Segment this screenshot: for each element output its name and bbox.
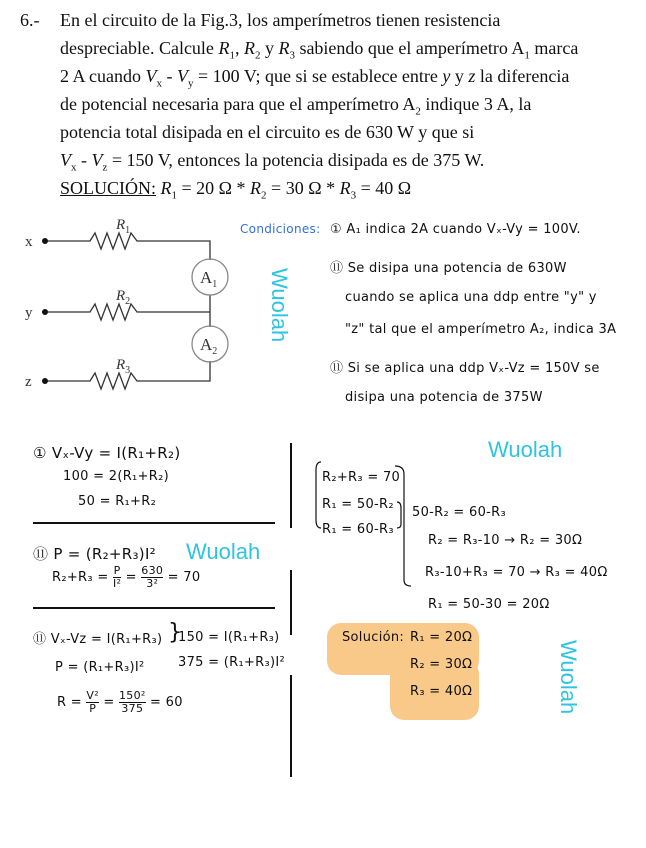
condition-line: ⑪ Si se aplica una ddp Vₓ-Vz = 150V se [330,361,600,376]
text-segment: 2 A cuando [60,66,146,86]
work-iii-line: ⑪ Vₓ-Vz = I(R₁+R₃) [33,632,163,647]
text-segment: z [468,66,476,86]
text-segment: R [339,178,351,198]
subscript: 3 [289,49,295,62]
system-line: R₃-10+R₃ = 70 → R₃ = 40Ω [425,565,608,580]
text-segment: R [218,38,230,58]
watermark: Wuolah [186,539,261,564]
condition-line: cuando se aplica una ddp entre "y" y [345,290,597,305]
condition-line: ① A₁ indica 2A cuando Vₓ-Vy = 100V. [330,222,581,237]
label-r1: $R_1$ [116,217,131,236]
label-r2: $R_2$ [116,288,131,307]
text-segment: y [442,66,451,86]
text-segment: y [260,38,279,58]
wire-x [45,233,210,260]
label-r3: $R_3$ [116,357,131,376]
text-segment: En el circuito de la Fig.3, los amperímetros tienen resistencia [60,10,501,30]
watermark: Wuolah [556,640,581,715]
text-segment: - [76,150,92,170]
condition-line: disipa una potencia de 375W [345,390,543,405]
work-i-line: ① Vₓ-Vy = I(R₁+R₂) [33,444,181,462]
subscript: z [102,161,108,174]
text-segment: R [160,178,172,198]
subscript: 2 [261,189,267,202]
system-line: 50-R₂ = 60-R₃ [412,505,507,520]
text-segment: V [177,66,188,86]
subscript: 2 [254,49,261,62]
divider [290,570,292,635]
label-a1: $A_1$ [200,268,218,290]
node-z: z [25,374,32,390]
work-ii-line: ⑪ P = (R₂+R₃)I² [33,545,156,563]
problem-line [60,38,578,62]
text-segment: R [278,38,290,58]
divider [290,443,292,528]
system-line: R₂ = R₃-10 → R₂ = 30Ω [428,533,583,548]
solution-label: Solución: [342,630,405,645]
text-segment: V [60,150,71,170]
solution-value: R₃ = 40Ω [410,684,473,699]
text-segment: marca [529,38,579,58]
divider [33,607,275,609]
label-a2: $A_2$ [200,335,218,357]
text-segment: = 30 Ω * [266,178,340,198]
text-segment: potencia total disipada en el circuito es de 630 W y que si [60,122,475,142]
divider [33,522,275,524]
divider [290,675,292,777]
work-ii-formula: R₂+R₃ = $\frac{P}{\text{I²}}$ = $\frac{630}{\text{3²}}$ = 70 [52,564,201,590]
text-segment: = 150 V, entonces la potencia disipada es de 375 W. [107,150,485,170]
text-segment: sabiendo que el amperímetro A [294,38,525,58]
subscript: 1 [524,49,530,62]
watermark: Wuolah [267,268,292,343]
text-segment: indique 3 A, la [420,94,532,114]
system-line: R₂+R₃ = 70 [322,470,401,485]
circuit-diagram [20,215,250,395]
condition-line: "z" tal que el amperímetro A₂, indica 3A [345,322,617,337]
work-i-line: 100 = 2(R₁+R₂) [63,469,169,484]
system-line: R₁ = 50-30 = 20Ω [428,597,550,612]
work-iii-line: 150 = I(R₁+R₃) [178,630,280,645]
text-segment: de potencial necesaria para que el amperímetro A [60,94,416,114]
conditions-label: Condiciones: [240,222,321,236]
text-segment: R [250,178,262,198]
condition-line: ⑪ Se disipa una potencia de 630W [330,261,567,276]
subscript: 2 [415,105,421,118]
text-segment: despreciable. Calcule [60,38,219,58]
text-segment: R [243,38,255,58]
subscript: y [188,77,194,90]
work-i-line: 50 = R₁+R₂ [78,494,157,509]
work-iii-line: 375 = (R₁+R₃)I² [178,655,286,670]
text-segment: = 40 Ω [356,178,412,198]
subscript: 1 [229,49,235,62]
text-segment: = 100 V; que si se establece entre [193,66,443,86]
problem-line [60,178,411,202]
problem-line [60,94,531,118]
node-x: x [25,234,33,250]
brace: } [168,620,183,645]
text-segment: - [162,66,177,86]
text-segment: = 20 Ω * [177,178,251,198]
subscript: 1 [171,189,178,202]
text-segment: y [450,66,469,86]
subscript: x [156,77,162,90]
text-segment: , [234,38,244,58]
system-line: R₁ = 60-R₃ [322,522,394,537]
work-iii-line: P = (R₁+R₃)I² [55,660,145,675]
subscript: 3 [350,189,357,202]
problem-line [60,10,500,31]
text-segment: la diferencia [475,66,570,86]
work-iii-formula: R = $\frac{\text{V²}}{P}$ = $\frac{\text{150²}}{375}$ = 60 [57,689,183,715]
problem-line [60,150,484,174]
solution-value: R₁ = 20Ω [410,630,473,645]
problem-number: 6.- [20,10,40,30]
subscript: x [71,161,77,174]
system-line: R₁ = 50-R₂ [322,497,394,512]
text-segment: V [145,66,157,86]
problem-line [60,66,569,90]
problem-line [60,122,474,143]
solution-value: R₂ = 30Ω [410,657,473,672]
watermark: Wuolah [488,437,563,462]
text-segment: V [91,150,103,170]
node-y: y [25,305,33,321]
text-segment: SOLUCIÓN: [60,178,157,198]
